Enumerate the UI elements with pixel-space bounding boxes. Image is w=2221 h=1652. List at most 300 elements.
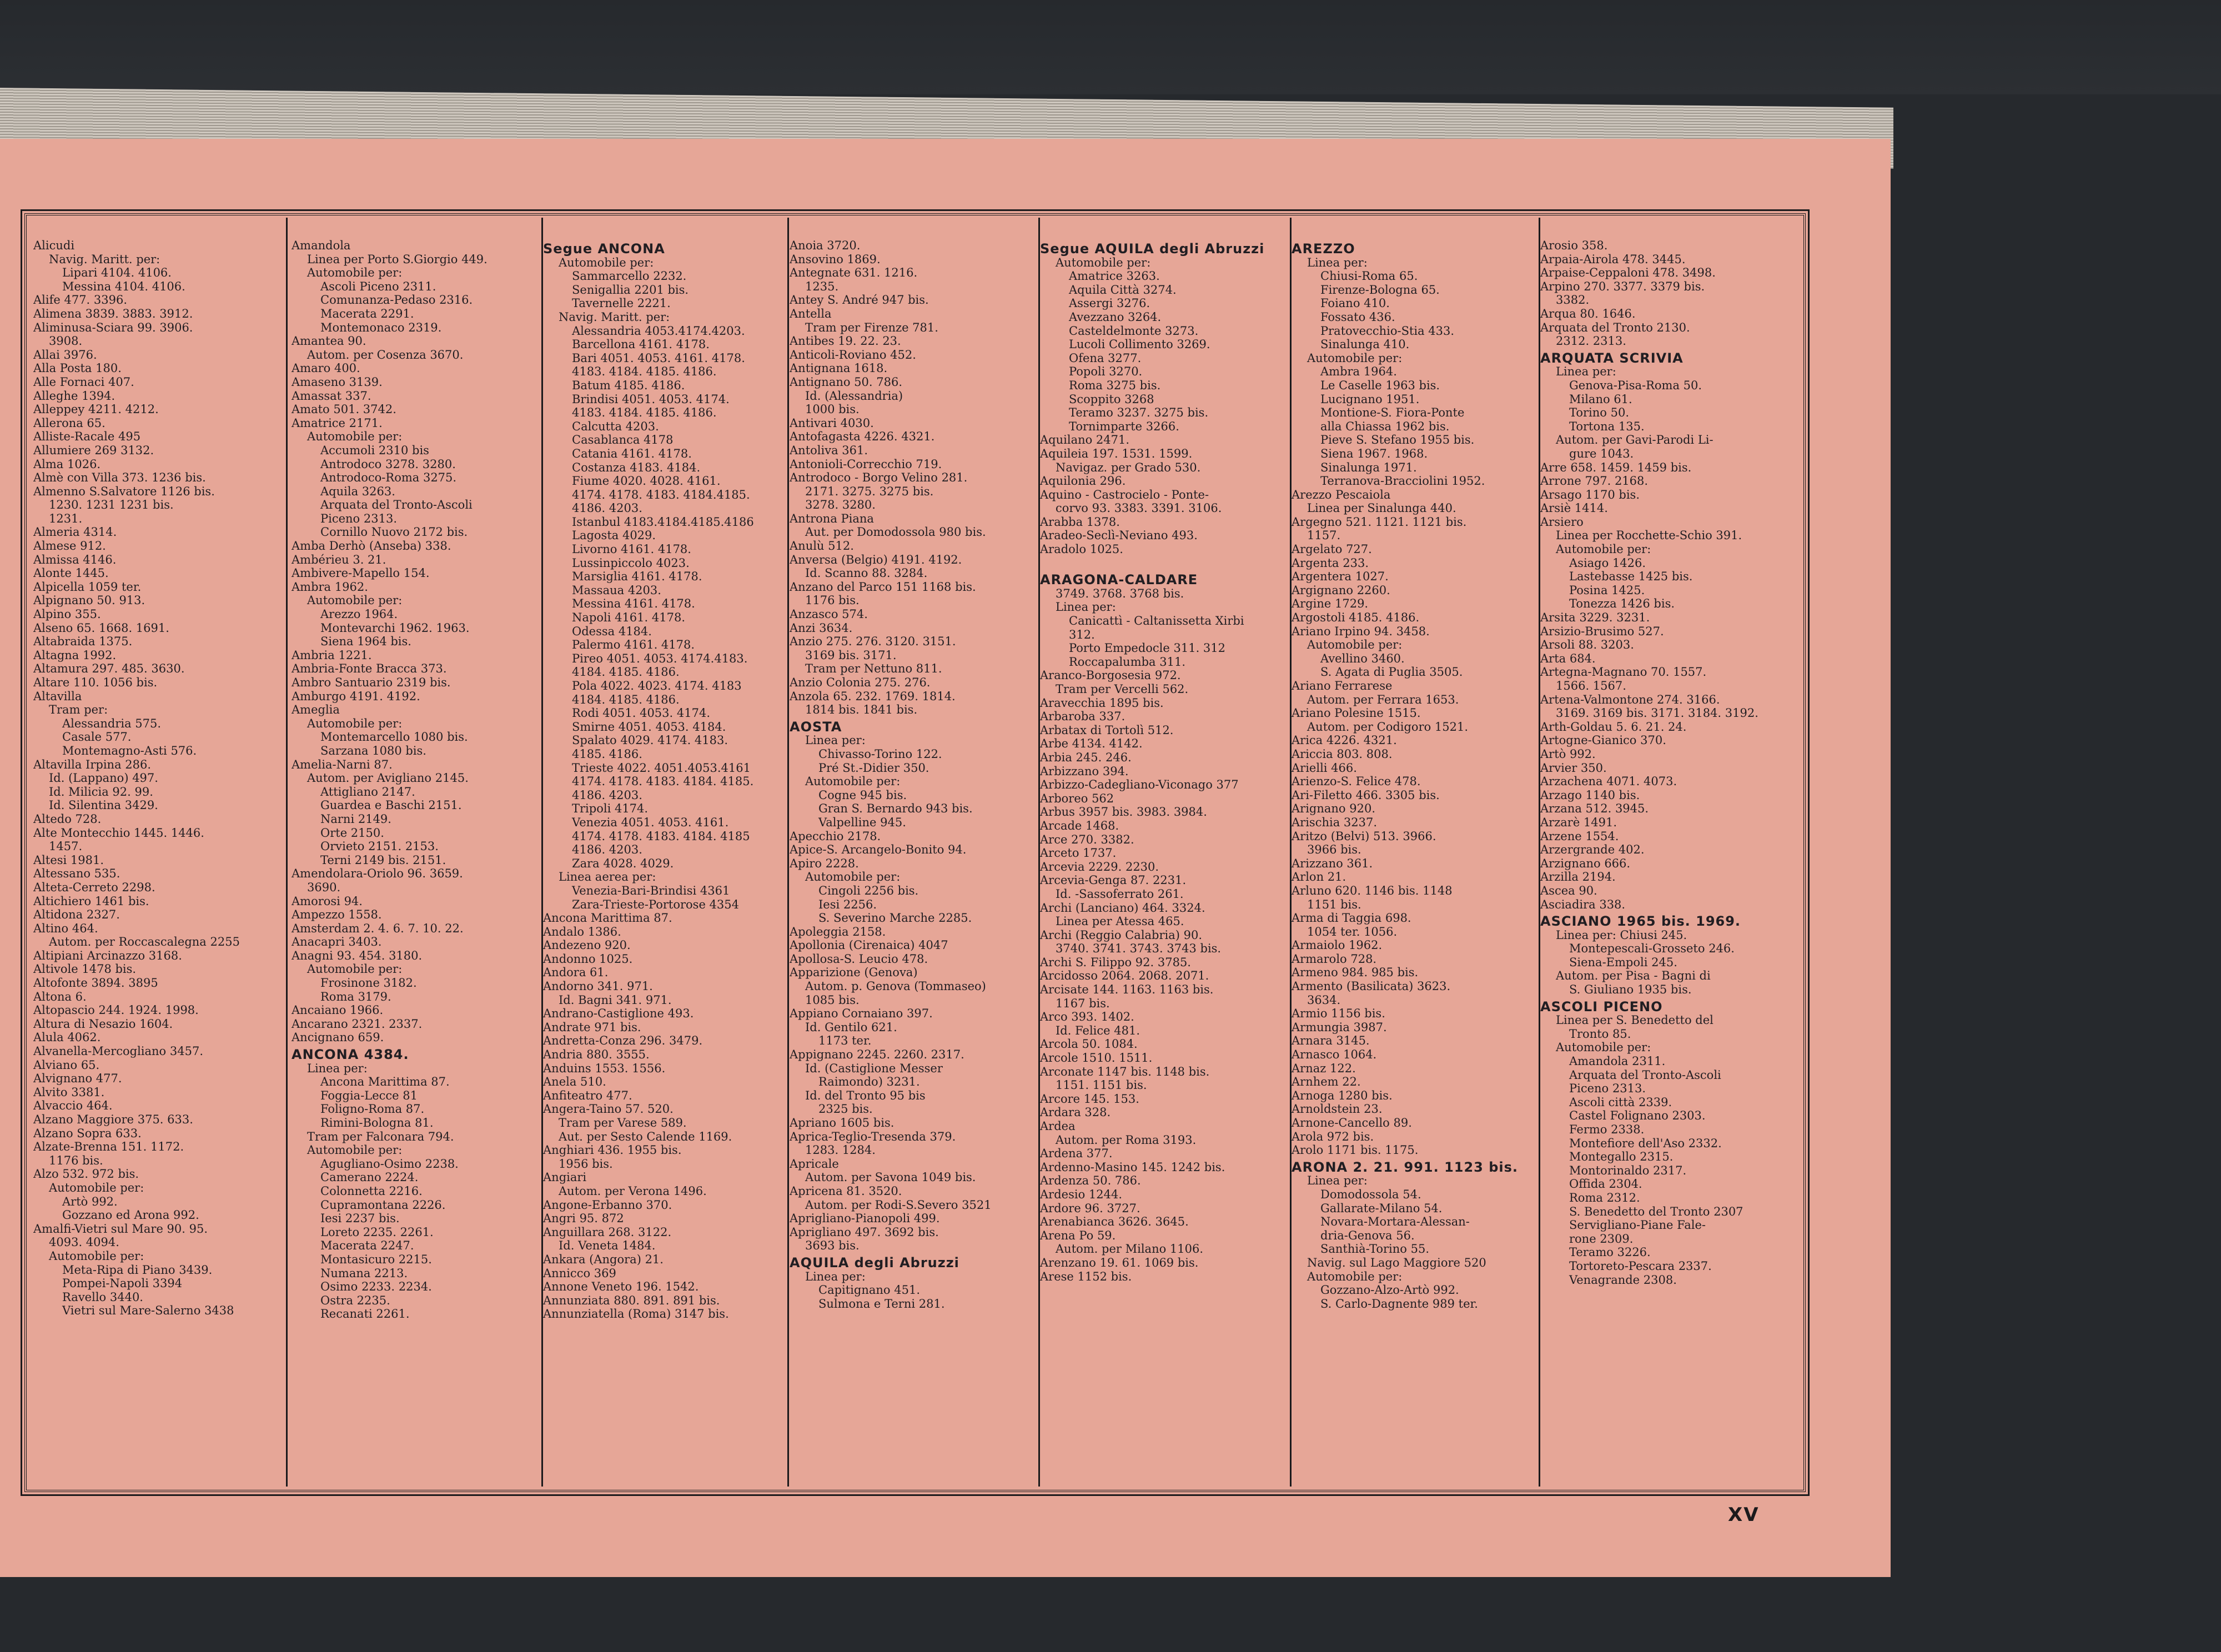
index-entry: Cornillo Nuovo 2172 bis. <box>320 525 468 539</box>
index-entry: 1457. <box>49 840 83 853</box>
index-entry: Frosinone 3182. <box>320 976 417 990</box>
index-entry: Sarzana 1080 bis. <box>320 744 426 757</box>
index-entry: Linea per: <box>805 1269 866 1283</box>
index-entry: Andria 880. 3555. <box>543 1048 650 1062</box>
index-entry: rone 2309. <box>1569 1232 1634 1246</box>
index-entry: Alessandria 575. <box>62 716 162 730</box>
index-entry: Altedo 728. <box>33 812 102 826</box>
index-entry: Arsiè 1414. <box>1540 501 1608 515</box>
index-entry: Foligno-Roma 87. <box>320 1102 425 1116</box>
index-entry: Anzola 65. 232. 1769. 1814. <box>790 689 956 703</box>
index-entry: Autom. p. Genova (Tommaseo) <box>805 980 986 993</box>
index-entry: Arth-Goldau 5. 6. 21. 24. <box>1540 720 1687 734</box>
index-entry: Montione-S. Fiora-Ponte <box>1320 406 1465 420</box>
index-entry: Id. Silentina 3429. <box>49 799 158 812</box>
index-entry: Colonnetta 2216. <box>320 1184 423 1198</box>
index-entry: Apice-S. Arcangelo-Bonito 94. <box>790 843 967 857</box>
index-entry: Piceno 2313. <box>320 511 397 525</box>
index-entry: 1151. 1151 bis. <box>1056 1078 1147 1092</box>
index-entry: Arica 4226. 4321. <box>1292 734 1397 747</box>
index-entry: Arma di Taggia 698. <box>1292 911 1411 925</box>
index-entry: Gozzano ed Arona 992. <box>62 1208 199 1222</box>
index-entry: Smirne 4051. 4053. 4184. <box>572 720 726 734</box>
index-entry: S. Agata di Puglia 3505. <box>1320 665 1463 679</box>
index-entry: Armio 1156 bis. <box>1292 1007 1385 1021</box>
index-entry: 1230. 1231 1231 bis. <box>49 498 174 512</box>
index-entry: Foiano 410. <box>1320 297 1390 310</box>
index-entry: Sulmona e Terni 281. <box>818 1297 945 1310</box>
index-entry: Andezeno 920. <box>543 938 631 952</box>
index-entry: 312. <box>1069 627 1095 641</box>
index-entry: Aquila Città 3274. <box>1069 283 1177 297</box>
index-entry: Arezzo Pescaiola <box>1292 488 1391 501</box>
index-entry: Accumoli 2310 bis <box>320 443 429 457</box>
index-entry: Arpaise-Ceppaloni 478. 3498. <box>1540 266 1716 280</box>
index-entry: Alseno 65. 1668. 1691. <box>33 621 169 635</box>
index-entry: Aprigliano 497. 3692 bis. <box>790 1225 939 1239</box>
index-entry: Alpicella 1059 ter. <box>33 580 142 594</box>
index-entry: Linea per S. Benedetto del <box>1556 1013 1714 1027</box>
index-entry: Arbizzo-Cadegliano-Viconago 377 <box>1040 778 1239 792</box>
index-entry: Arpino 270. 3377. 3379 bis. <box>1540 279 1705 293</box>
index-entry: Cupramontana 2226. <box>320 1198 446 1212</box>
index-entry: Arboreo 562 <box>1040 791 1114 805</box>
index-entry: 1566. 1567. <box>1556 679 1626 692</box>
index-entry: ASCOLI PICENO <box>1540 998 1663 1015</box>
index-entry: Ariano Irpino 94. 3458. <box>1292 624 1430 638</box>
index-entry: Arnaz 122. <box>1292 1061 1356 1075</box>
index-entry: Ampezzo 1558. <box>292 908 382 922</box>
index-entry: Altura di Nesazio 1604. <box>33 1017 173 1031</box>
index-entry: Ambro Santuario 2319 bis. <box>292 676 451 689</box>
index-entry: 3966 bis. <box>1307 843 1361 857</box>
index-entry: Apollonia (Cirenaica) 4047 <box>790 938 948 952</box>
index-entry: Aradolo 1025. <box>1040 543 1123 556</box>
index-entry: 2325 bis. <box>818 1102 873 1116</box>
index-entry: Montemarcello 1080 bis. <box>320 730 468 744</box>
index-entry: Annunziatella (Roma) 3147 bis. <box>543 1307 729 1321</box>
index-column-7 <box>1540 239 1787 1480</box>
index-entry: Linea aerea per: <box>559 870 656 884</box>
index-entry: Andrate 971 bis. <box>543 1020 641 1034</box>
index-entry: Anghiari 436. 1955 bis. <box>543 1143 682 1157</box>
index-entry: S. Carlo-Dagnente 989 ter. <box>1320 1297 1478 1310</box>
index-entry: Castel Folignano 2303. <box>1569 1109 1706 1123</box>
index-entry: Macerata 2247. <box>320 1239 414 1253</box>
index-entry: Altare 110. 1056 bis. <box>33 676 158 689</box>
table-surface <box>0 0 2221 94</box>
index-entry: Linea per: <box>805 734 866 747</box>
index-entry: Tornimparte 3266. <box>1069 419 1179 433</box>
index-entry: Arischia 3237. <box>1292 815 1378 829</box>
index-entry: Arbatax di Tortolì 512. <box>1040 723 1174 737</box>
index-entry: Anversa (Belgio) 4191. 4192. <box>790 553 962 566</box>
index-entry: Arnasco 1064. <box>1292 1048 1377 1062</box>
column-rule <box>787 218 789 1487</box>
index-entry: Alzano Maggiore 375. 633. <box>33 1113 193 1126</box>
index-entry: Venagrande 2308. <box>1569 1273 1677 1287</box>
index-entry: Automobile per: <box>307 1143 403 1157</box>
index-entry: Ari-Filetto 466. 3305 bis. <box>1292 788 1440 802</box>
index-entry: 3382. <box>1556 293 1590 307</box>
index-entry: Arielli 466. <box>1292 761 1357 775</box>
index-entry: S. Severino Marche 2285. <box>818 911 972 925</box>
index-entry: Navig. Maritt. per: <box>49 252 160 266</box>
index-entry: Amaseno 3139. <box>292 375 383 389</box>
index-entry: Torino 50. <box>1569 406 1630 420</box>
index-entry: Lucignano 1951. <box>1320 392 1420 406</box>
index-entry: Navig. Maritt. per: <box>559 310 670 324</box>
index-entry: Aquilonia 296. <box>1040 474 1126 488</box>
index-entry: Artegna-Magnano 70. 1557. <box>1540 665 1707 679</box>
index-entry: Anzasco 574. <box>790 607 868 621</box>
index-entry: Asiago 1426. <box>1569 556 1646 570</box>
index-entry: Annicco 369 <box>543 1266 616 1280</box>
index-entry: Navig. sul Lago Maggiore 520 <box>1307 1256 1486 1269</box>
index-entry: Armeno 984. 985 bis. <box>1292 966 1419 980</box>
index-entry: Angri 95. 872 <box>543 1212 624 1226</box>
index-entry: Gran S. Bernardo 943 bis. <box>818 802 973 816</box>
index-entry: Tavernelle 2221. <box>572 297 671 310</box>
index-entry: Autom. per Milano 1106. <box>1056 1242 1204 1256</box>
index-entry: Navigaz. per Grado 530. <box>1056 460 1201 474</box>
index-entry: Ambérieu 3. 21. <box>292 553 386 566</box>
index-entry: Armarolo 728. <box>1292 952 1377 966</box>
index-entry: Argegno 521. 1121. 1121 bis. <box>1292 515 1467 529</box>
index-entry: Canicattì - Caltanissetta Xirbi <box>1069 614 1244 628</box>
index-entry: Casale 577. <box>62 730 132 744</box>
index-entry: Pré St.-Didier 350. <box>818 761 929 775</box>
index-entry: Id. del Tronto 95 bis <box>805 1088 926 1102</box>
index-entry: Arzarè 1491. <box>1540 815 1617 829</box>
index-entry: Andora 61. <box>543 966 609 980</box>
index-entry: Attigliano 2147. <box>320 785 415 799</box>
index-entry: Asciadira 338. <box>1540 897 1626 911</box>
index-entry: Assergi 3276. <box>1069 297 1150 310</box>
index-entry: ARAGONA-CALDARE <box>1040 572 1198 588</box>
index-entry: AOSTA <box>790 719 842 735</box>
index-entry: Apollosa-S. Leucio 478. <box>790 952 928 966</box>
index-entry: alla Chiassa 1962 bis. <box>1320 419 1450 433</box>
index-entry: Antonioli-Correcchio 719. <box>790 457 942 471</box>
index-entry: Odessa 4184. <box>572 624 652 638</box>
index-entry: Arbus 3957 bis. 3983. 3984. <box>1040 805 1207 819</box>
index-entry: Andrano-Castiglione 493. <box>543 1007 694 1021</box>
index-entry: Arcisate 144. 1163. 1163 bis. <box>1040 983 1214 997</box>
index-entry: Arbe 4134. 4142. <box>1040 737 1143 751</box>
index-entry: Antey S. André 947 bis. <box>790 293 929 307</box>
index-entry: Ofena 3277. <box>1069 351 1142 365</box>
index-entry: Amatrice 3263. <box>1069 269 1160 283</box>
index-entry: Porto Empedocle 311. 312 <box>1069 641 1226 655</box>
index-entry: Amato 501. 3742. <box>292 403 396 416</box>
index-entry: 1283. 1284. <box>805 1143 876 1157</box>
index-entry: Autom. per Rodi-S.Severo 3521 <box>805 1198 992 1212</box>
index-entry: Apecchio 2178. <box>790 829 881 843</box>
index-entry: Id. (Castiglione Messer <box>805 1061 943 1075</box>
index-entry: 4093. 4094. <box>49 1236 119 1249</box>
index-entry: Ardea <box>1040 1119 1076 1133</box>
index-entry: Allumiere 269 3132. <box>33 443 154 457</box>
index-entry: Casteldelmonte 3273. <box>1069 324 1199 338</box>
index-entry: Spalato 4029. 4174. 4183. <box>572 734 728 747</box>
index-entry: Id. Milicia 92. 99. <box>49 785 153 799</box>
index-entry: Armento (Basilicata) 3623. <box>1292 980 1451 993</box>
index-entry: Arbia 245. 246. <box>1040 750 1132 764</box>
index-entry: Arta 684. <box>1540 651 1596 665</box>
index-entry: 4184. 4185. 4186. <box>572 665 680 679</box>
index-entry: Artò 992. <box>62 1194 118 1208</box>
index-entry: 3634. <box>1307 993 1341 1007</box>
index-entry: Arena Po 59. <box>1040 1228 1116 1242</box>
index-entry: Ambria 1221. <box>292 648 372 662</box>
index-entry: Loreto 2235. 2261. <box>320 1225 434 1239</box>
index-entry: Antignana 1618. <box>790 361 888 375</box>
index-entry: Vietri sul Mare-Salerno 3438 <box>62 1304 234 1318</box>
index-entry: Alle Fornaci 407. <box>33 375 134 389</box>
index-entry: Automobile per: <box>307 430 403 444</box>
index-entry: Montevarchi 1962. 1963. <box>320 621 470 635</box>
index-entry: Camerano 2224. <box>320 1171 419 1184</box>
index-entry: Arquata del Tronto-Ascoli <box>1569 1068 1721 1082</box>
index-entry: Anguillara 268. 3122. <box>543 1225 672 1239</box>
index-entry: Ambivere-Mapello 154. <box>292 566 430 580</box>
index-entry: Linea per Sinalunga 440. <box>1307 501 1456 515</box>
index-entry: Arcole 1510. 1511. <box>1040 1051 1153 1065</box>
index-entry: Antrodoco 3278. 3280. <box>320 457 456 471</box>
index-entry: Automobile per: <box>1307 1269 1403 1283</box>
index-entry: Terranova-Bracciolini 1952. <box>1320 474 1485 488</box>
index-entry: Arenzano 19. 61. 1069 bis. <box>1040 1256 1199 1269</box>
index-entry: Anzio Colonia 275. 276. <box>790 676 931 689</box>
index-entry: Ariano Ferrarese <box>1292 679 1393 692</box>
index-entry: Altona 6. <box>33 990 87 1003</box>
index-entry: Alte Montecchio 1445. 1446. <box>33 826 204 840</box>
index-entry: 4186. 4203. <box>572 501 642 515</box>
index-entry: Andonno 1025. <box>543 952 633 966</box>
index-entry: Arcevia-Genga 87. 2231. <box>1040 873 1187 887</box>
index-entry: 1085 bis. <box>805 993 860 1007</box>
index-entry: Arcidosso 2064. 2068. 2071. <box>1040 969 1209 983</box>
index-entry: Anzi 3634. <box>790 621 853 635</box>
index-entry: Autom. per Ferrara 1653. <box>1307 692 1459 706</box>
index-entry: Ameglia <box>292 703 340 717</box>
index-entry: Appignano 2245. 2260. 2317. <box>790 1048 964 1062</box>
index-entry: Genova-Pisa-Roma 50. <box>1569 378 1702 392</box>
index-entry: Meta-Ripa di Piano 3439. <box>62 1263 213 1277</box>
index-entry: Costanza 4183. 4184. <box>572 460 701 474</box>
index-entry: Id. Scanno 88. 3284. <box>805 566 928 580</box>
index-entry: Amandola <box>292 239 351 252</box>
index-entry: Allai 3976. <box>33 348 97 361</box>
index-entry: Altavilla Irpina 286. <box>33 757 152 771</box>
index-entry: Andorno 341. 971. <box>543 980 653 993</box>
index-entry: Altipiani Arcinazzo 3168. <box>33 948 182 962</box>
index-entry: 3169 bis. 3171. <box>805 648 897 662</box>
index-entry: Amantea 90. <box>292 334 366 348</box>
index-entry: Anduins 1553. 1556. <box>543 1061 666 1075</box>
index-entry: Sammarcello 2232. <box>572 269 687 283</box>
index-entry: Linea per: <box>1556 365 1616 379</box>
index-entry: Arzene 1554. <box>1540 829 1619 843</box>
index-entry: Linea per: <box>1307 255 1368 269</box>
index-entry: Arzago 1140 bis. <box>1540 788 1640 802</box>
index-entry: Archi S. Filippo 92. 3785. <box>1040 955 1191 969</box>
index-entry: Antoliva 361. <box>790 443 868 457</box>
index-entry: Milano 61. <box>1569 392 1632 406</box>
index-entry: Barcellona 4161. 4178. <box>572 338 710 352</box>
index-entry: Apoleggia 2158. <box>790 925 886 938</box>
index-entry: 1231. <box>49 511 83 525</box>
index-entry: Aprica-Teglio-Tresenda 379. <box>790 1129 956 1143</box>
index-entry: Montefiore dell'Aso 2332. <box>1569 1136 1722 1150</box>
index-entry: Angera-Taino 57. 520. <box>543 1102 674 1116</box>
index-entry: Autom. per Verona 1496. <box>559 1184 707 1198</box>
index-entry: Brindisi 4051. 4053. 4174. <box>572 392 730 406</box>
index-entry: 4183. 4184. 4185. 4186. <box>572 406 717 420</box>
index-entry: Automobile per: <box>1056 255 1151 269</box>
index-entry: Arbaroba 337. <box>1040 710 1125 724</box>
index-entry: Novara-Mortara-Alessan- <box>1320 1215 1470 1229</box>
index-entry: 1000 bis. <box>805 403 860 416</box>
index-entry: Arsiero <box>1540 515 1584 529</box>
index-entry: Amaro 400. <box>292 361 360 375</box>
index-entry: Lucoli Collimento 3269. <box>1069 338 1210 352</box>
index-entry: 1814 bis. 1841 bis. <box>805 703 918 717</box>
index-entry: Iesi 2256. <box>818 897 877 911</box>
index-entry: Automobile per: <box>1556 1041 1651 1055</box>
index-entry: Altavilla <box>33 689 82 703</box>
index-entry: Antibes 19. 22. 23. <box>790 334 901 348</box>
index-entry: Ancona Marittima 87. <box>320 1075 450 1089</box>
index-entry: Calcutta 4203. <box>572 419 659 433</box>
index-entry: Arcola 50. 1084. <box>1040 1037 1138 1051</box>
index-entry: Arre 658. 1459. 1459 bis. <box>1540 460 1692 474</box>
index-entry: Amburgo 4191. 4192. <box>292 689 420 703</box>
index-entry: Amandola 2311. <box>1569 1055 1666 1068</box>
index-entry: 4174. 4178. 4183. 4184. 4185. <box>572 775 754 789</box>
index-entry: dria-Genova 56. <box>1320 1228 1415 1242</box>
index-entry: Scoppito 3268 <box>1069 392 1154 406</box>
index-entry: Arceto 1737. <box>1040 846 1117 860</box>
index-entry: Lipari 4104. 4106. <box>62 266 172 280</box>
index-entry: Guardea e Baschi 2151. <box>320 799 462 812</box>
index-entry: Tronto 85. <box>1569 1027 1631 1041</box>
index-entry: Sinalunga 1971. <box>1320 460 1417 474</box>
index-entry: Alicudi <box>33 239 75 252</box>
index-entry: Montemonaco 2319. <box>320 320 442 334</box>
index-entry: Arvier 350. <box>1540 761 1607 775</box>
index-entry: Antegnate 631. 1216. <box>790 266 918 280</box>
index-entry: Almenno S.Salvatore 1126 bis. <box>33 484 215 498</box>
index-entry: Alleppey 4211. 4212. <box>33 403 159 416</box>
index-entry: Ancona Marittima 87. <box>543 911 672 925</box>
index-entry: Altesi 1981. <box>33 853 104 867</box>
index-entry: Venezia 4051. 4053. 4161. <box>572 815 729 829</box>
index-entry: Arenabianca 3626. 3645. <box>1040 1215 1189 1229</box>
index-entry: Tram per: <box>49 703 108 717</box>
index-entry: Popoli 3270. <box>1069 365 1143 379</box>
index-entry: Massaua 4203. <box>572 583 661 597</box>
index-entry: Pompei-Napoli 3394 <box>62 1277 183 1291</box>
index-entry: Argelato 727. <box>1292 543 1372 556</box>
index-entry: Anticoli-Roviano 452. <box>790 348 916 361</box>
index-column-5 <box>1040 239 1290 1480</box>
index-entry: Palermo 4161. 4178. <box>572 638 695 652</box>
index-entry: Gallarate-Milano 54. <box>1320 1201 1443 1215</box>
index-entry: gure 1043. <box>1569 446 1634 460</box>
index-entry: Roccapalumba 311. <box>1069 655 1186 669</box>
index-entry: Anzano del Parco 151 1168 bis. <box>790 580 976 594</box>
index-entry: Automobile per: <box>307 962 403 976</box>
index-entry: Alula 4062. <box>33 1031 101 1045</box>
index-entry: Domodossola 54. <box>1320 1187 1421 1201</box>
index-entry: Comunanza-Pedaso 2316. <box>320 293 473 307</box>
index-entry: Tram per Falconara 794. <box>307 1129 454 1143</box>
index-entry: Aquila 3263. <box>320 484 395 498</box>
index-entry: Antrodoco - Borgo Velino 281. <box>790 471 968 485</box>
index-entry: 4174. 4178. 4183. 4184. 4185 <box>572 829 750 843</box>
index-entry: Livorno 4161. 4178. <box>572 543 691 556</box>
index-entry: ARQUATA SCRIVIA <box>1540 350 1684 366</box>
index-column-1 <box>33 239 283 1480</box>
index-entry: 3908. <box>49 334 83 348</box>
index-entry: Almissa 4146. <box>33 553 117 566</box>
index-entry: Ansovino 1869. <box>790 252 881 266</box>
index-entry: 2171. 3275. 3275 bis. <box>805 484 934 498</box>
index-entry: Appiano Cornaiano 397. <box>790 1007 933 1021</box>
index-entry: Pieve S. Stefano 1955 bis. <box>1320 433 1475 447</box>
index-entry: Firenze-Bologna 65. <box>1320 283 1440 297</box>
index-entry: 3690. <box>307 880 341 894</box>
index-entry: Chivasso-Torino 122. <box>818 747 942 761</box>
index-entry: Linea per: <box>1056 600 1116 614</box>
index-entry: Altessano 535. <box>33 867 120 881</box>
index-entry: Linea per Rocchette-Schio 391. <box>1556 529 1742 543</box>
index-entry: Sinalunga 410. <box>1320 338 1410 352</box>
index-entry: Teramo 3226. <box>1569 1246 1651 1259</box>
index-entry: Macerata 2291. <box>320 307 414 320</box>
index-entry: Aradeo-Seclì-Neviano 493. <box>1040 529 1198 543</box>
index-entry: Posina 1425. <box>1569 583 1645 597</box>
index-entry: ANCONA 4384. <box>292 1047 409 1063</box>
index-entry: Ambra 1962. <box>292 580 368 594</box>
index-entry: Arzergrande 402. <box>1540 843 1645 857</box>
index-entry: Ardenza 50. 786. <box>1040 1174 1141 1188</box>
index-entry: Montemagno-Asti 576. <box>62 744 197 757</box>
index-entry: Alimena 3839. 3883. 3912. <box>33 307 193 320</box>
index-entry: Alma 1026. <box>33 457 101 471</box>
index-entry: Archi (Reggio Calabria) 90. <box>1040 928 1203 942</box>
column-rule <box>286 218 288 1487</box>
index-entry: Lagosta 4029. <box>572 529 656 543</box>
index-entry: Montasicuro 2215. <box>320 1252 432 1266</box>
index-entry: Alliste-Racale 495 <box>33 430 141 444</box>
index-entry: Arqua 80. 1646. <box>1540 307 1636 320</box>
index-entry: Tram per Vercelli 562. <box>1056 682 1189 696</box>
index-entry: Orte 2150. <box>320 826 384 840</box>
index-entry: Artogne-Gianico 370. <box>1540 734 1666 747</box>
index-entry: ARONA 2. 21. 991. 1123 bis. <box>1292 1159 1519 1175</box>
index-entry: Argostoli 4185. 4186. <box>1292 611 1420 625</box>
index-entry: Autom. per Pisa - Bagni di <box>1556 969 1711 983</box>
index-entry: Montepescali-Grosseto 246. <box>1569 942 1735 956</box>
index-entry: Altagna 1992. <box>33 648 117 662</box>
index-entry: Archi (Lanciano) 464. 3324. <box>1040 901 1205 915</box>
index-entry: Ankara (Angora) 21. <box>543 1252 664 1266</box>
index-entry: Arbizzano 394. <box>1040 764 1129 778</box>
index-entry: Alonte 1445. <box>33 566 109 580</box>
